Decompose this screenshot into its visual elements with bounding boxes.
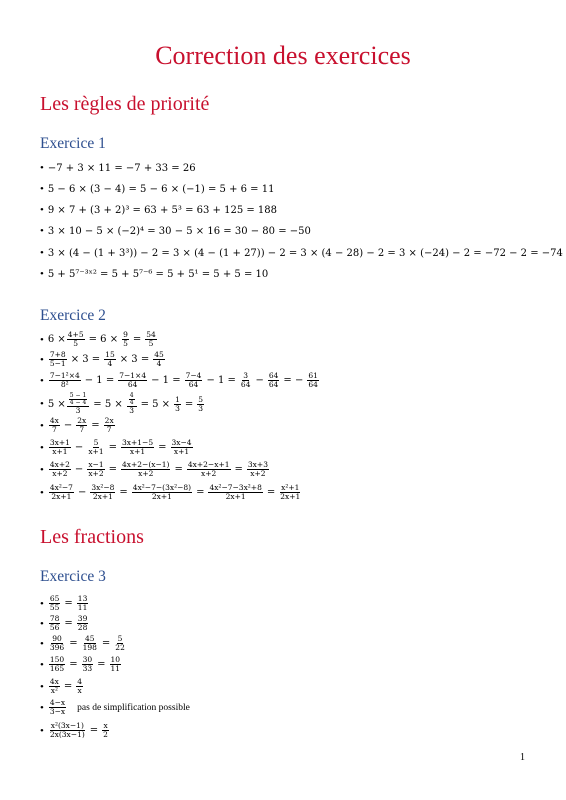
bullet: • [40, 680, 44, 693]
compound-fraction [127, 393, 137, 415]
numerator: 13 [77, 594, 88, 603]
ex1-expression: −7 + 3 × 11 = −7 + 33 = 26 [47, 162, 196, 174]
fraction [49, 461, 71, 478]
fraction [49, 372, 81, 389]
numerator: 3 [243, 371, 249, 380]
fraction [110, 656, 122, 673]
fraction [49, 678, 60, 695]
operator: = [196, 487, 205, 498]
numerator: 39 [77, 614, 88, 623]
numerator: 54 [146, 330, 156, 339]
ex1-line-3 [40, 204, 277, 216]
ex3-line-2 [40, 615, 89, 632]
numerator: 7−1²×4 [49, 371, 80, 380]
fraction [185, 372, 203, 389]
operator: = [132, 334, 142, 345]
numerator: 3x+1−5 [122, 438, 154, 447]
bullet: • [40, 658, 44, 671]
numerator: 45 [154, 350, 164, 359]
fraction [104, 351, 116, 368]
operator: − 1 = [206, 375, 236, 386]
denominator: 165 [49, 664, 65, 673]
operator: = 5 × [93, 398, 123, 410]
denominator: 64 [308, 380, 318, 389]
numerator: 4x²−7−3x²+8 [209, 483, 262, 492]
denominator: 198 [82, 643, 97, 652]
denominator: x+2 [250, 469, 266, 478]
operator: = [234, 464, 243, 475]
ex1-expression: 3 × (4 − (1 + 3³)) − 2 = 3 × (4 − (1 + 27)) − 2 = 3 × (4 − 28) − 2 = 3 × (−24) − 2 = −72 − 2 = −74 [47, 247, 563, 259]
operator: − [255, 375, 264, 386]
operator: = [158, 442, 167, 453]
fraction [174, 396, 181, 413]
denominator: 7 [106, 425, 112, 434]
bullet: • [40, 162, 44, 174]
denominator: 2x+1 [51, 492, 72, 501]
numerator: 9 [123, 330, 128, 339]
fraction [129, 393, 135, 406]
operator: = [108, 442, 117, 453]
fraction [49, 595, 61, 612]
numerator: 15 [105, 350, 115, 359]
operator: × 3 = [70, 354, 101, 365]
denominator: 56 [49, 623, 60, 632]
denominator: 4 − 4 [69, 399, 87, 406]
numerator: 7−4 [185, 371, 202, 380]
bullet: • [40, 225, 44, 237]
ex3-line-7 [40, 722, 110, 739]
denominator: 5 [123, 339, 128, 348]
denominator: x+1 [52, 447, 68, 456]
operator: = [69, 659, 78, 670]
denominator: 8² [60, 380, 69, 389]
fraction [240, 372, 252, 389]
bullet: • [40, 597, 44, 610]
denominator: 2x+1 [92, 492, 113, 501]
denominator: 5 [148, 339, 154, 348]
numerator: 4x²−7 [49, 483, 73, 492]
bullet: • [40, 204, 44, 216]
fraction [49, 722, 86, 739]
fraction [118, 372, 147, 389]
numerator: x [103, 721, 108, 730]
fraction [171, 439, 193, 456]
fraction [77, 615, 89, 632]
ex3-line-6 [40, 699, 190, 716]
denominator: 64 [127, 380, 138, 389]
denominator: 3 [175, 403, 180, 413]
section-heading-priorite: Les règles de priorité [40, 93, 210, 115]
numerator: 4+5 [67, 330, 84, 339]
ex2-line-6 [40, 439, 194, 456]
fraction [87, 439, 104, 456]
fraction [82, 656, 94, 673]
ex2-line-2 [40, 351, 166, 368]
denominator: x+2 [201, 469, 217, 478]
denominator: 5−1 [49, 359, 66, 368]
fraction [67, 331, 85, 348]
fraction [279, 484, 301, 501]
operator: = [174, 464, 183, 475]
numerator: 45 [84, 634, 95, 643]
operator: − [63, 420, 73, 431]
fraction [121, 439, 154, 456]
numerator: 10 [110, 655, 121, 664]
operator: = − [283, 375, 304, 386]
bullet: • [40, 268, 44, 280]
fraction [122, 331, 129, 348]
numerator: 3x−4 [171, 438, 192, 447]
operator: − 1 = [151, 375, 181, 386]
fraction [153, 351, 165, 368]
compound-fraction [67, 393, 89, 415]
fraction [49, 417, 60, 434]
numerator: x²(3x−1) [50, 721, 84, 730]
fraction [49, 484, 74, 501]
ex1-expression: 9 × 7 + (3 + 2)³ = 63 + 5³ = 63 + 125 = 188 [47, 204, 278, 216]
denominator: 64 [188, 380, 199, 389]
page-title: Correction des exercices [155, 41, 411, 70]
ex1-expression: 5 + 5⁷⁻³ˣ² = 5 + 5⁷⁻⁶ = 5 + 5¹ = 5 + 5 = 10 [47, 268, 269, 280]
fraction [49, 615, 61, 632]
numerator: 61 [308, 371, 318, 380]
denominator: x+2 [88, 469, 104, 478]
numerator: 1 [175, 394, 180, 404]
operator: = [108, 464, 117, 475]
exercise-heading-3: Exercice 3 [40, 568, 106, 585]
operator: = [64, 618, 73, 629]
ex1-expression: 3 × 10 − 5 × (−2)⁴ = 30 − 5 × 16 = 30 − 80 = −50 [47, 225, 311, 237]
denominator: 64 [268, 380, 279, 389]
ex2-line-3 [40, 372, 320, 389]
numerator: 90 [52, 634, 62, 643]
fraction [268, 372, 280, 389]
ex1-line-5 [40, 247, 563, 259]
ex1-line-1 [40, 162, 196, 174]
denominator: 396 [49, 643, 65, 652]
bullet: • [40, 374, 44, 387]
denominator: 7 [79, 425, 85, 434]
numerator: 5 [198, 394, 204, 404]
numerator: 4x+2 [49, 460, 70, 469]
numerator: 3x+1 [49, 438, 70, 447]
numerator: 4 [77, 677, 83, 686]
operator: = 5 × [140, 398, 171, 410]
bullet: • [40, 441, 44, 454]
fraction [49, 656, 65, 673]
numerator: 2x [104, 416, 114, 425]
bullet: • [40, 247, 44, 259]
bullet: • [40, 353, 44, 366]
fraction [247, 461, 269, 478]
fraction [77, 595, 89, 612]
bullet: • [40, 486, 44, 499]
denominator: 55 [49, 603, 60, 612]
numerator: x²+1 [281, 483, 300, 492]
numerator: 7+8 [49, 350, 66, 359]
numerator [67, 393, 89, 407]
operator: × 3 = [119, 354, 150, 365]
fraction [49, 439, 71, 456]
no-simplification-note: pas de simplification possible [77, 702, 190, 713]
section-heading-fractions: Les fractions [40, 526, 144, 548]
fraction [208, 484, 262, 501]
numerator: 5 − 1 [69, 392, 87, 399]
denominator: 3 [129, 406, 135, 415]
bullet: • [40, 617, 44, 630]
bullet: • [40, 724, 44, 737]
denominator: 5 [73, 339, 79, 348]
numerator: x−1 [88, 460, 104, 469]
denominator: 4 [129, 399, 134, 406]
fraction [76, 678, 83, 695]
bullet: • [40, 637, 44, 650]
fraction [104, 417, 115, 434]
fraction [87, 461, 104, 478]
denominator: 64 [240, 380, 251, 389]
numerator: 64 [268, 371, 279, 380]
numerator: 4x+2−x+1 [187, 460, 230, 469]
ex2-line-7 [40, 461, 270, 478]
fraction [187, 461, 231, 478]
denominator: 22 [115, 643, 125, 652]
ex3-line-1 [40, 595, 89, 612]
denominator: 2x+1 [151, 492, 172, 501]
denominator: 2x(3x−1) [49, 730, 85, 739]
operator: = 6 × [88, 334, 119, 345]
operator: − [77, 487, 87, 498]
ex2-line-8 [40, 484, 302, 501]
ex2-line-4 [40, 393, 205, 415]
operator: − [74, 442, 84, 453]
denominator: 4 [156, 359, 162, 368]
numerator: 2x [77, 416, 87, 425]
numerator: 30 [82, 655, 93, 664]
fraction [49, 635, 65, 652]
numerator: 3x+3 [247, 460, 268, 469]
denominator: 7 [51, 425, 57, 434]
bullet: • [40, 419, 44, 432]
denominator: x+1 [129, 447, 146, 456]
numerator: 5 [117, 634, 123, 643]
exercise-heading-1: Exercice 1 [40, 135, 106, 152]
bullet: • [40, 333, 44, 346]
text: 6 × [47, 334, 66, 345]
bullet: • [40, 463, 44, 476]
bullet: • [40, 398, 44, 410]
denominator: 28 [77, 623, 88, 632]
fraction [49, 699, 66, 716]
text: 5 × [47, 398, 66, 410]
numerator: 150 [49, 655, 65, 664]
operator: = [101, 638, 111, 649]
operator: = [91, 420, 100, 431]
fraction [102, 722, 109, 739]
operator: = [63, 681, 73, 692]
ex2-line-5 [40, 417, 116, 434]
denominator: 4 [107, 359, 113, 368]
denominator: 33 [82, 664, 93, 673]
fraction [76, 417, 87, 434]
numerator: 4x+2−(x−1) [122, 460, 170, 469]
fraction [90, 484, 115, 501]
denominator: 3−x [49, 707, 66, 716]
ex2-line-1 [40, 331, 158, 348]
numerator: 4x [49, 677, 59, 686]
operator: = [69, 638, 78, 649]
fraction [49, 351, 67, 368]
exercise-heading-2: Exercice 2 [40, 307, 106, 324]
ex1-expression: 5 − 6 × (3 − 4) = 5 − 6 × (−1) = 5 + 6 = 11 [47, 183, 275, 195]
denominator: 3 [75, 406, 81, 415]
operator: = [184, 398, 194, 410]
denominator: 2x+1 [225, 492, 246, 501]
ex1-line-6 [40, 268, 268, 280]
operator: = [266, 487, 276, 498]
fraction [197, 396, 204, 413]
numerator: 4x [49, 416, 59, 425]
operator: = [97, 659, 106, 670]
numerator: 78 [49, 614, 60, 623]
page-number: 1 [520, 752, 525, 763]
numerator: 65 [49, 594, 60, 603]
denominator: x² [50, 686, 58, 695]
operator: = [89, 725, 99, 736]
ex3-line-3 [40, 635, 127, 652]
denominator: x [77, 686, 82, 695]
ex1-line-2 [40, 183, 274, 195]
operator: − 1 = [84, 375, 115, 386]
denominator: 2 [103, 730, 108, 739]
numerator: 4x²−7−(3x²−8) [132, 483, 192, 492]
fraction [145, 331, 157, 348]
fraction [114, 635, 126, 652]
fraction [69, 393, 87, 406]
denominator: x+2 [138, 469, 154, 478]
fraction [121, 461, 170, 478]
denominator: x+1 [88, 447, 104, 456]
ex3-line-5 [40, 678, 84, 695]
denominator: 11 [77, 603, 88, 612]
operator: = [119, 487, 128, 498]
numerator [127, 393, 137, 407]
operator: − [74, 464, 84, 475]
ex1-line-4 [40, 225, 311, 237]
fraction [132, 484, 192, 501]
ex3-line-4 [40, 656, 122, 673]
numerator: 5 [93, 438, 99, 447]
denominator: 2x+1 [280, 492, 301, 501]
numerator: 4 [129, 392, 134, 399]
denominator: 11 [110, 664, 121, 673]
denominator: x+1 [173, 447, 190, 456]
denominator: x+2 [52, 469, 68, 478]
fraction [307, 372, 319, 389]
operator: = [64, 598, 73, 609]
numerator: 3x²−8 [91, 483, 115, 492]
bullet: • [40, 701, 44, 714]
numerator: 4−x [49, 698, 66, 707]
numerator: 7−1×4 [119, 371, 147, 380]
bullet: • [40, 183, 44, 195]
denominator: 3 [198, 403, 204, 413]
fraction [82, 635, 98, 652]
